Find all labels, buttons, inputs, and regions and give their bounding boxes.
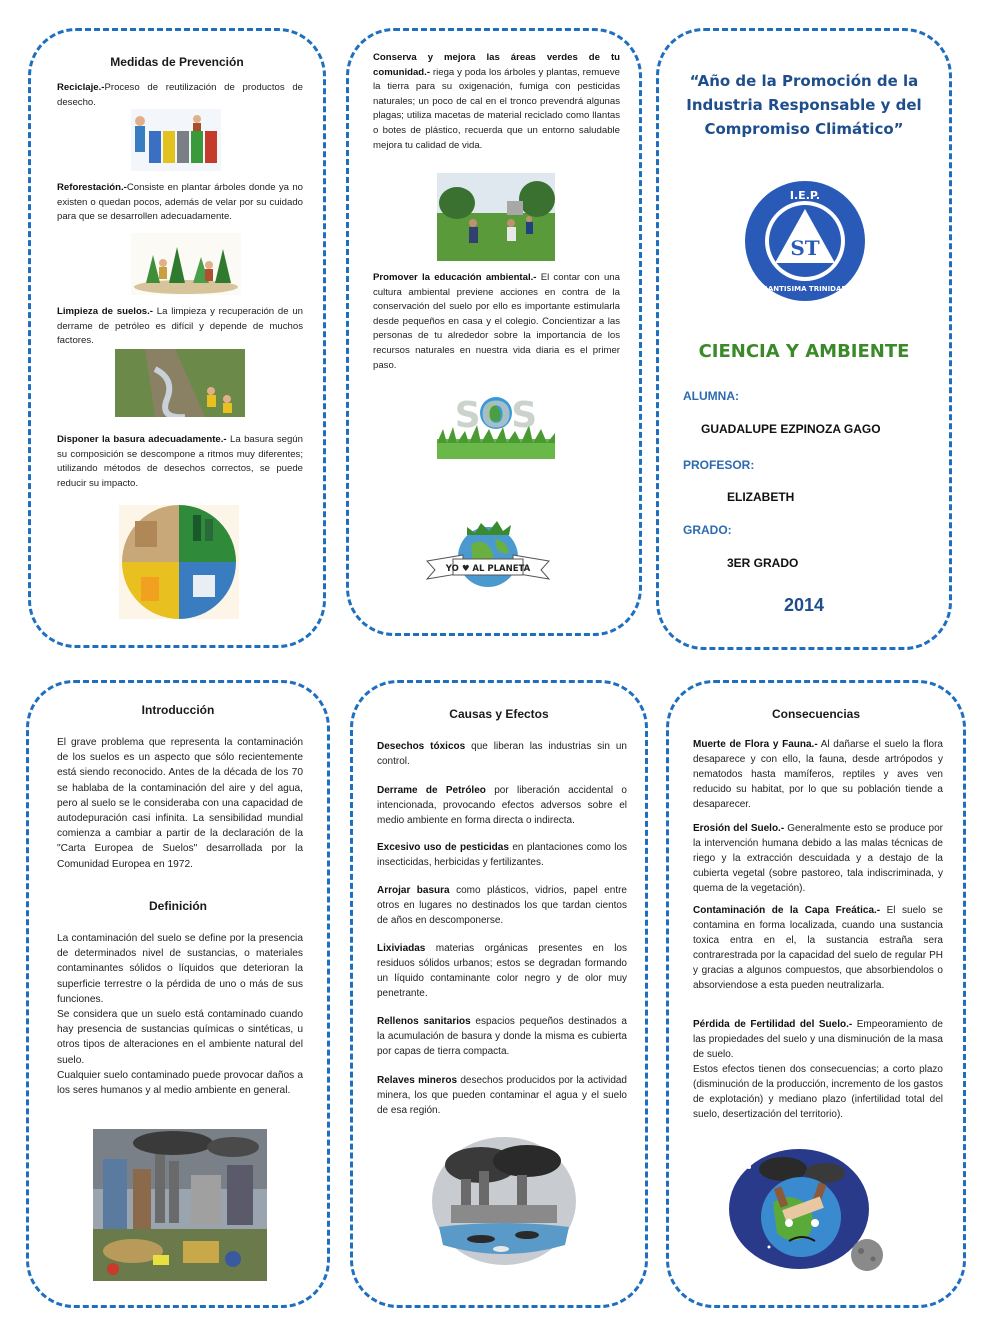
- consecuencias-item-erosion: [693, 821, 943, 896]
- panel-prevencion: [28, 28, 326, 648]
- causas-item-petroleo: [377, 783, 627, 828]
- definicion-text: [57, 931, 303, 1098]
- planet-text: YO ♥ AL PLANETA: [445, 564, 531, 574]
- cover-motto: “Año de la Promoción de la Industria Responsable y del Compromiso Climático”: [686, 72, 922, 138]
- item-label: Limpieza de suelos.-: [57, 306, 154, 317]
- grado-label: GRADO:: [683, 523, 732, 537]
- panel-areas: [346, 28, 642, 636]
- item-text: La limpieza y recuperación de un derrame de petróleo es difícil y depende de muchos factores.: [57, 306, 303, 347]
- consecuencias-title: Consecuencias: [771, 707, 861, 721]
- causas-item-basura: [377, 883, 627, 928]
- year: 2014: [783, 595, 825, 615]
- item-text: Generalmente esto se produce por la intervención humana debido a las malas técnicas de riego y la extracción descuidada y a destajo de la cubierta vegetal (sobre pastoreo, tala indiscriminada, y quema de la vegetación).: [693, 823, 943, 894]
- causas-item-rellenos: [377, 1014, 627, 1059]
- item-label: Erosión del Suelo.-: [693, 823, 785, 834]
- prevencion-item-reciclaje: [57, 81, 303, 110]
- item-label: Relaves mineros: [377, 1075, 458, 1086]
- consecuencias-item-fertilidad: [693, 1017, 943, 1062]
- item-text: como plásticos, vidrios, papel entre otros en lugares no destinados los que tardan cientos de años en descomponerse.: [377, 885, 627, 926]
- profesor-label: PROFESOR:: [683, 458, 755, 472]
- polluted-city-image: [93, 1129, 267, 1281]
- intro-text: El grave problema que representa la contaminación de los suelos es un aspecto que sólo recientemente está siendo reconocido. Antes de la década de los 70 se hablaba de la contaminación del aire y del agua, pero al suelo se le consideraba con una capacidad de autodepuración casi infinita. La sensibilidad mundial comienza a cambiar a partir de la declaración de la "Carta Europea de Suelos" desarrollada por la Comunidad Europea en 1972.: [57, 737, 303, 870]
- profesor-value: ELIZABETH: [727, 490, 795, 504]
- item-label: Excesivo uso de pesticidas: [377, 842, 509, 853]
- item-text: en plantaciones como los insecticidas, herbicidas y fertilizantes.: [377, 842, 628, 868]
- panel-consecuencias: [666, 680, 966, 1308]
- item-text: Consiste en plantar árboles donde ya no existen o quedan pocos, además de velar por su cuidado para que se desarrollen adecuadamente.: [57, 182, 303, 223]
- sos-text: SOS: [454, 395, 538, 436]
- item-label: Disponer la basura adecuadamente.-: [57, 434, 227, 445]
- gardening-image: [437, 173, 555, 261]
- causas-item-relaves: [377, 1073, 627, 1118]
- definicion-title: Definición: [148, 899, 207, 913]
- item-text: por liberación accidental o intencionada, provocando efectos adversos sobre el medio ambiente en forma directa o indirecta.: [377, 785, 627, 826]
- logo-top-text: I.E.P.: [789, 189, 821, 202]
- causas-item-pesticidas: [377, 840, 627, 870]
- item-text: desechos producidos por la actividad minera, los que pueden contaminar el agua y el suelo de esa región.: [377, 1075, 627, 1116]
- item-label: Contaminación de la Capa Freática.-: [693, 905, 881, 916]
- prevencion-item-reforestacion: [57, 181, 303, 225]
- consecuencias-item-flora: [693, 737, 943, 812]
- item-text: riega y poda los árboles y plantas, remueve la tierra para su oxigenación, fumiga con pesticidas naturales; un poco de cal en el tronco prevendrá algunas plagas; utiliza macetas de material reciclado como llantas o botes de plástico, recuerda que un entorno saludable mejora tu calidad de vida.: [373, 66, 620, 151]
- planet-love-image: [423, 509, 553, 601]
- sos-earth-image: [437, 383, 555, 459]
- item-label: Lixiviadas: [377, 943, 426, 954]
- consecuencias-item-freatica: [693, 903, 943, 993]
- panel-intro: [26, 680, 330, 1308]
- item-label: Muerte de Flora y Fauna.-: [693, 739, 818, 750]
- item-text: materias orgánicas presentes en los residuos sólidos urbanos; estos se degradan formando un líquido contaminante color negro y de olor muy penetrante.: [377, 943, 627, 999]
- logo-mid-text: ST: [790, 236, 820, 260]
- prevencion-title: Medidas de Prevención: [110, 55, 244, 69]
- item-label: Reciclaje.-: [57, 82, 105, 93]
- item-text: que liberan las industrias sin un control.: [377, 741, 627, 767]
- causas-item-lixiviadas: [377, 941, 627, 1001]
- consecuencias-closing: Estos efectos tienen dos consecuencias; a corto plazo (disminución de la producción, incremento de los gastos de explotación) y mediano plazo (infertilidad total del suelo, desertización del territorio).: [693, 1064, 943, 1120]
- prevencion-item-limpieza: [57, 305, 303, 349]
- recycling-bins-image: [131, 109, 221, 171]
- industrial-pollution-image: [431, 1135, 577, 1267]
- grado-value: 3ER GRADO: [727, 556, 799, 570]
- areas-item-conserva: [373, 51, 620, 153]
- item-text: El suelo se contamina en forma localizada, cuando una sustancia toxica entra en el, la sustancia estraña sera contrarestrada por la capacidad del suelo de regular PH y gracias a algunos compuestos, que absorbiendolos o absorviendose a esta pueden neutralizarla.: [693, 905, 943, 991]
- panel-causas: [350, 680, 648, 1308]
- alumna-label: ALUMNA:: [683, 389, 739, 403]
- areas-item-educacion: [373, 271, 620, 373]
- item-label: Reforestación.-: [57, 182, 127, 193]
- reforestation-image: [131, 233, 241, 295]
- panel-cover: [656, 28, 952, 650]
- item-text: Proceso de reutilización de productos de desecho.: [57, 82, 303, 108]
- causas-item-desechos: [377, 739, 627, 769]
- item-label: Derrame de Petróleo: [377, 785, 486, 796]
- soil-cleanup-image: [115, 349, 245, 417]
- item-label: Pérdida de Fertilidad del Suelo.-: [693, 1019, 853, 1030]
- definicion-paragraph: La contaminación del suelo se define por la presencia de determinados nivel de sustancias, o materiales contaminantes sólidos o líquidos que deterioran la superficie terrestre o la pérdida de uno o más de sus funciones.: [57, 933, 303, 1005]
- school-logo: [743, 179, 867, 303]
- definicion-paragraph: Se considera que un suelo está contaminado cuando hay presencia de sustancias químicas o sintéticas, u otros tipos de alteraciones en el ambiente natural del suelo.: [57, 1009, 303, 1066]
- definicion-paragraph: Cualquier suelo contaminado puede provocar daños a los seres humanos y al medio ambiente en general.: [57, 1069, 303, 1097]
- item-text: El contar con una cultura ambiental previene acciones en contra de la conservación del suelo por ello es importante estimularla desde pequeños en casa y el colegio. Concientizar a las personas de tu alrededor sobre la importancia de los recursos naturales en nuestra vida diaria es el primer paso.: [373, 272, 620, 371]
- item-text: La basura según su composición se descompone a ritmos muy diferentes; utilizando métodos de desechos correctos, se puede reducir su impacto.: [57, 434, 303, 489]
- intro-title: Introducción: [141, 703, 215, 717]
- sick-earth-image: [729, 1147, 899, 1277]
- subject-title: CIENCIA Y AMBIENTE: [698, 341, 910, 362]
- alumna-value: GUADALUPE EZPINOZA GAGO: [701, 422, 881, 436]
- item-label: Arrojar basura: [377, 885, 450, 896]
- prevencion-item-basura: [57, 433, 303, 491]
- causas-title: Causas y Efectos: [449, 707, 549, 721]
- logo-bottom-text: “SANTISIMA TRINIDAD”: [758, 285, 852, 293]
- item-text: espacios pequeños destinados a la acumulación de basura y donde la misma es cubierta por capas de tierra compacta.: [377, 1016, 627, 1057]
- item-text: Al dañarse el suelo la flora desaparece y con ello, la fauna, desde artrópodos y nematodos hasta mamíferos, reptiles y aves ven reducido su habitat, por lo que su población tiende a desaparecer.: [693, 739, 943, 810]
- item-label: Conserva y mejora las áreas verdes de tu comunidad.-: [373, 52, 620, 78]
- item-label: Rellenos sanitarios: [377, 1016, 471, 1027]
- waste-sorting-image: [119, 505, 239, 619]
- item-label: Desechos tóxicos: [377, 741, 466, 752]
- item-text: Empeoramiento de las propiedades del suelo y una disminución de la masa de suelo.: [693, 1019, 943, 1060]
- item-label: Promover la educación ambiental.-: [373, 272, 537, 283]
